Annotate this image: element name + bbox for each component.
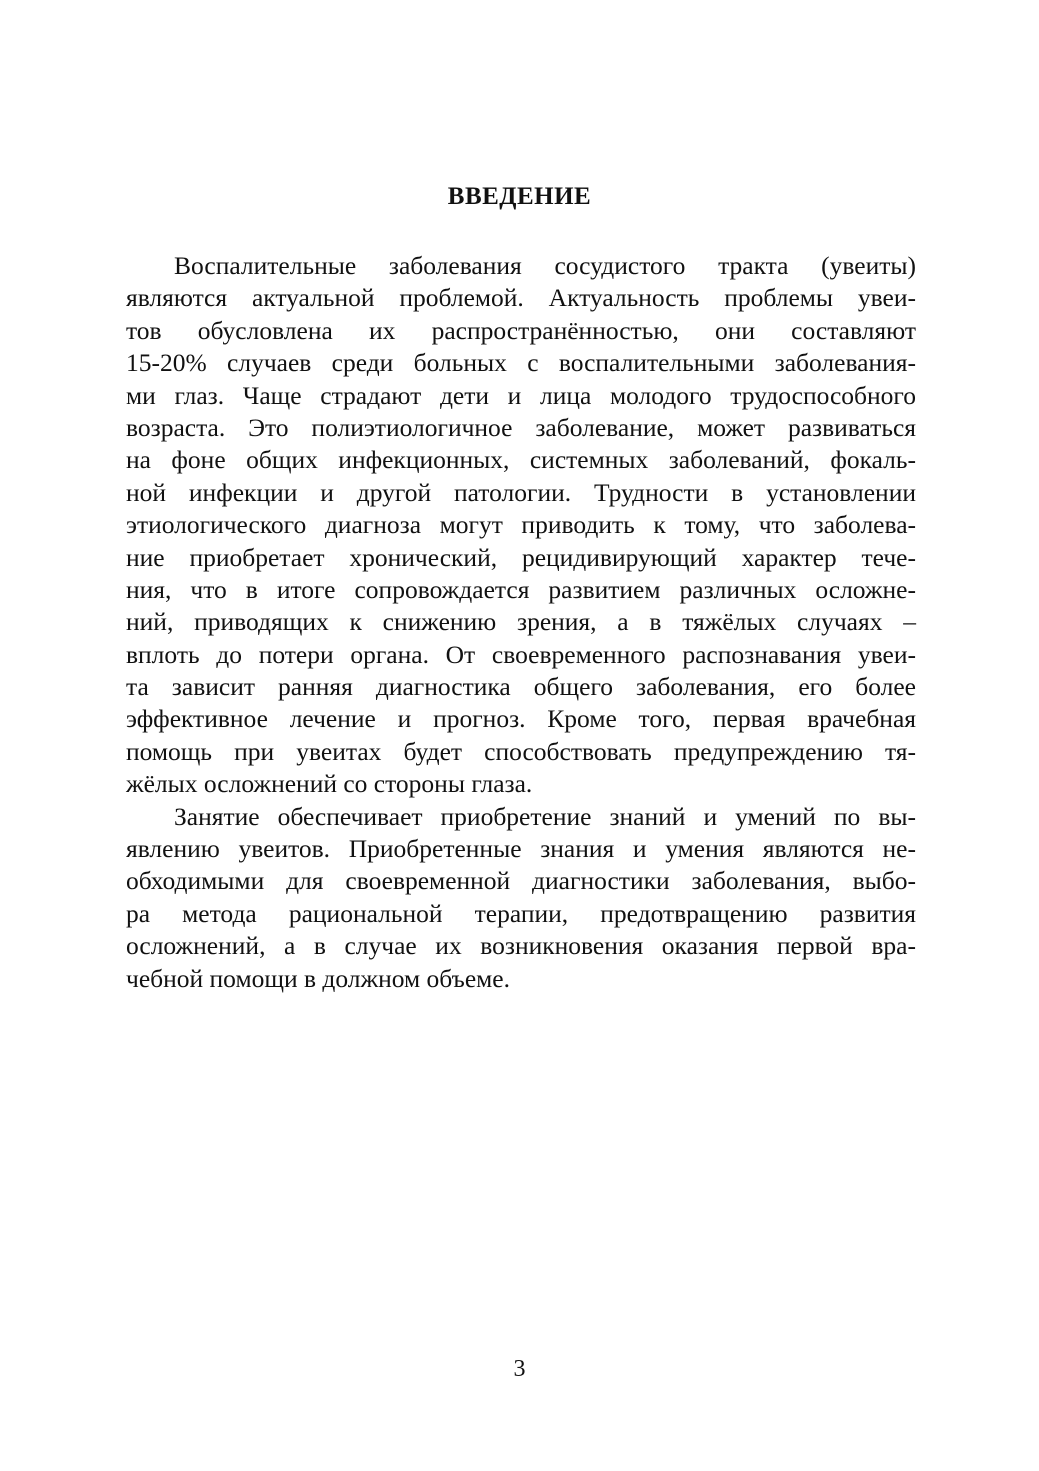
text-line: на фоне общих инфекционных, системных заболеваний, фокаль- [126, 445, 916, 475]
text-line: тов обусловлена их распространённостью, они составляют [126, 315, 916, 345]
text-line: возраста. Это полиэтиологичное заболевание, может развиваться [126, 412, 916, 442]
text-line: Занятие обеспечивает приобретение знаний и умений по вы- [174, 801, 916, 831]
text-line: помощь при увеитах будет способствовать предупреждению тя- [126, 736, 916, 766]
text-line: обходимыми для своевременной диагностики заболевания, выбо- [126, 866, 916, 896]
text-line: ний, приводящих к снижению зрения, а в тяжёлых случаях – [126, 607, 916, 637]
text-line: чебной помощи в должном объеме. [126, 963, 510, 993]
text-line: та зависит ранняя диагностика общего заболевания, его более [126, 672, 916, 702]
text-line: ной инфекции и другой патологии. Трудности в установлении [126, 477, 916, 507]
text-line: ра метода рациональной терапии, предотвращению развития [126, 898, 916, 928]
text-line: Воспалительные заболевания сосудистого тракта (увеиты) [174, 251, 916, 280]
text-line: явлению увеитов. Приобретенные знания и умения являются не- [126, 834, 916, 864]
text-line: осложнений, а в случае их возникновения оказания первой вра- [126, 931, 916, 961]
text-line: 15-20% случаев среди больных с воспалительными заболевания- [126, 348, 916, 378]
text-line: ми глаз. Чаще страдают дети и лица молодого трудоспособного [126, 380, 916, 410]
text-line: эффективное лечение и прогноз. Кроме того, первая врачебная [126, 704, 916, 734]
text-line: ние приобретает хронический, рецидивирующий характер тече- [126, 542, 916, 572]
page-number: 3 [513, 1356, 526, 1382]
paragraph-2 [126, 801, 916, 995]
text-line: вплоть до потери органа. От своевременного распознавания увеи- [126, 639, 916, 669]
body-text [126, 250, 916, 995]
text-line: этиологического диагноза могут приводить к тому, что заболева- [126, 510, 916, 540]
paragraph-1 [126, 250, 916, 801]
text-line: ния, что в итоге сопровождается развитием различных осложне- [126, 574, 916, 604]
page-heading: ВВЕДЕНИЕ [447, 183, 592, 210]
text-line: являются актуальной проблемой. Актуальность проблемы увеи- [126, 283, 916, 313]
text-line: жёлых осложнений со стороны глаза. [126, 769, 533, 799]
